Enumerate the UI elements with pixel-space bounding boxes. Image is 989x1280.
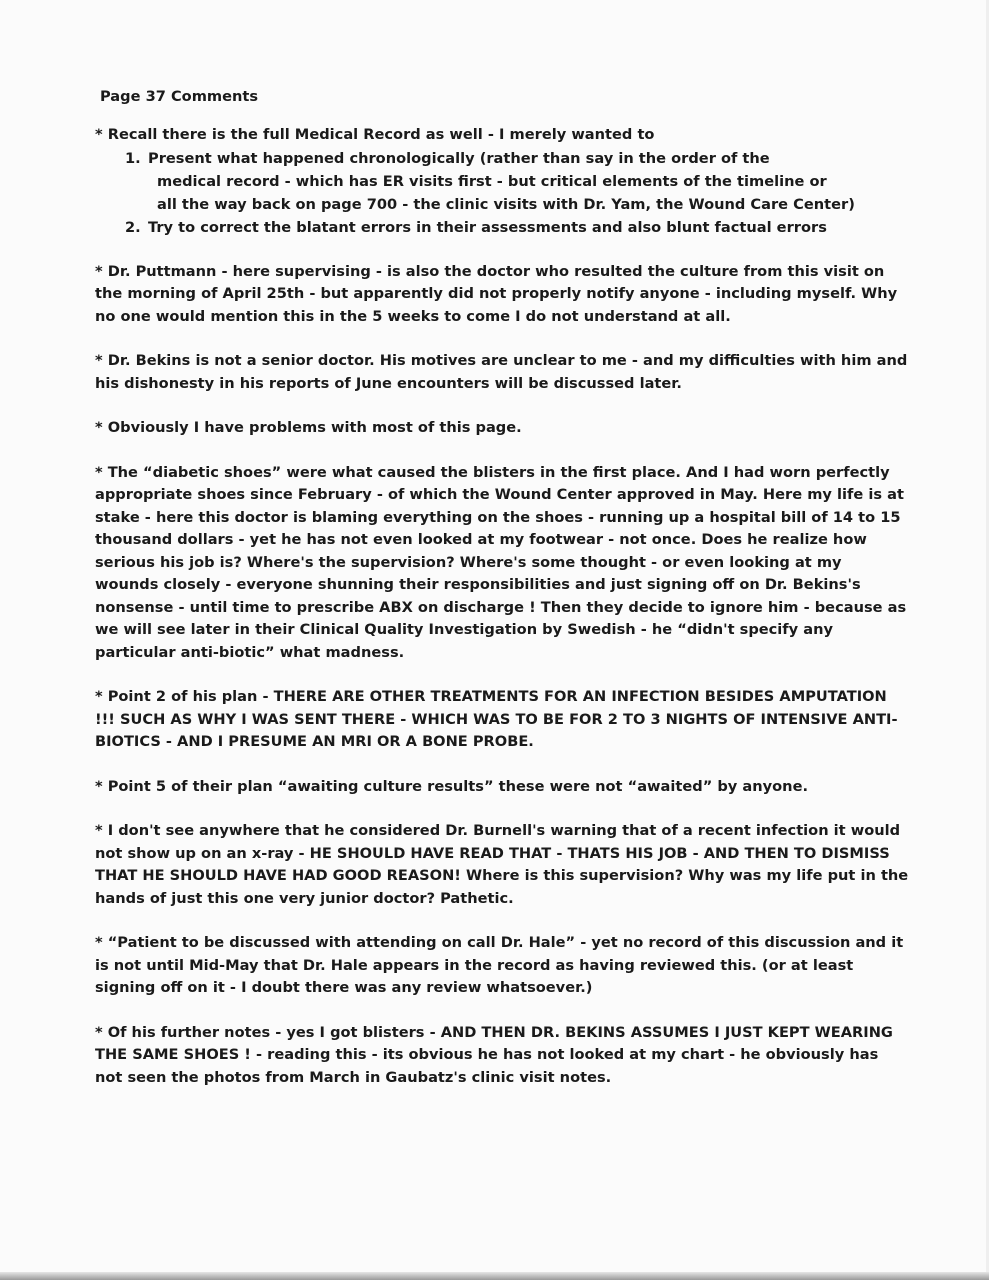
paragraph-burnell-warning: * I don't see anywhere that he considered Dr. Burnell's warning that of a recent infection it would not show up on an x-ray - HE SHOULD HAVE READ THAT - THATS HIS JOB - AND THEN TO DISMISS THAT HE SHOULD HAVE HAD GOOD REASON! Where is this supervision? Why was my life put in the hands of just this one very junior doctor? Pathetic. [95,822,909,907]
paragraph-problems: * Obviously I have problems with most of this page. [95,419,522,436]
page-heading: Page 37 Comments [100,88,259,105]
paragraph-puttmann: * Dr. Puttmann - here supervising - is also the doctor who resulted the culture from this visit on the morning of April 25th - but apparently did not properly notify anyone - including myself. Why no one would mention this in the 5 weeks to come I do not understand at all. [95,262,898,325]
list-line: all the way back on page 700 - the clinic visits with Dr. Yam, the Wound Care Center) [157,195,855,213]
list-item [95,216,910,239]
paragraph-bekins: * Dr. Bekins is not a senior doctor. His motives are unclear to me - and my difficulties with him and his dishonesty in his reports of June encounters will be discussed later. [95,352,908,392]
numbered-list [95,147,910,239]
list-number: 2. [125,218,141,236]
paragraph-further-notes: * Of his further notes - yes I got blisters - AND THEN DR. BEKINS ASSUMES I JUST KEPT WEARING THE SAME SHOES ! - reading this - its obvious he has not looked at my chart - he obviously has not seen the photos from March in Gaubatz's clinic visit notes. [95,1023,893,1086]
paragraph-diabetic-shoes: * The “diabetic shoes” were what caused the blisters in the first place. And I had worn perfectly appropriate shoes since February - of which the Wound Center approved in May. Here my life is at stake - here this doctor is blaming everything on the shoes - running up a hospital bill of 14 to 15 thousand dollars - yet he has not even looked at my footwear - not once. Does he realize how serious his job is? Where's the supervision? Where's some thought - or even looking at my wounds closely - everyone shunning their responsibilities and just signing off on Dr. Bekins's nonsense - until time to prescribe ABX on discharge ! Then they decide to ignore him - because as we will see later in their Clinical Quality Investigation by Swedish - he “didn't specify any particular anti-biotic” what madness. [95,463,907,661]
list-line: Try to correct the blatant errors in their assessments and also blunt factual errors [148,218,827,236]
list-line: medical record - which has ER visits first - but critical elements of the timeline or [157,172,827,190]
paragraph-point-2: * Point 2 of his plan - THERE ARE OTHER TREATMENTS FOR AN INFECTION BESIDES AMPUTATION !!! SUCH AS WHY I WAS SENT THERE - WHICH WAS TO BE FOR 2 TO 3 NIGHTS OF INTENSIVE ANTI-BIOTICS - AND I PRESUME AN MRI OR A BONE PROBE. [95,688,898,750]
paragraph-attending-hale: * “Patient to be discussed with attending on call Dr. Hale” - yet no record of this discussion and it is not until Mid-May that Dr. Hale appears in the record as having reviewed this. (or at least signing off on it - I doubt there was any review whatsoever.) [95,934,904,996]
list-line: Present what happened chronologically (rather than say in the order of the [148,149,770,167]
list-number: 1. [125,149,141,167]
intro-paragraph: * Recall there is the full Medical Record as well - I merely wanted to [95,126,655,143]
scan-edge-bottom [0,1272,989,1280]
paragraph-point-5: * Point 5 of their plan “awaiting culture results” these were not “awaited” by anyone. [95,777,809,795]
document-body [95,86,910,1111]
list-item [95,147,910,216]
